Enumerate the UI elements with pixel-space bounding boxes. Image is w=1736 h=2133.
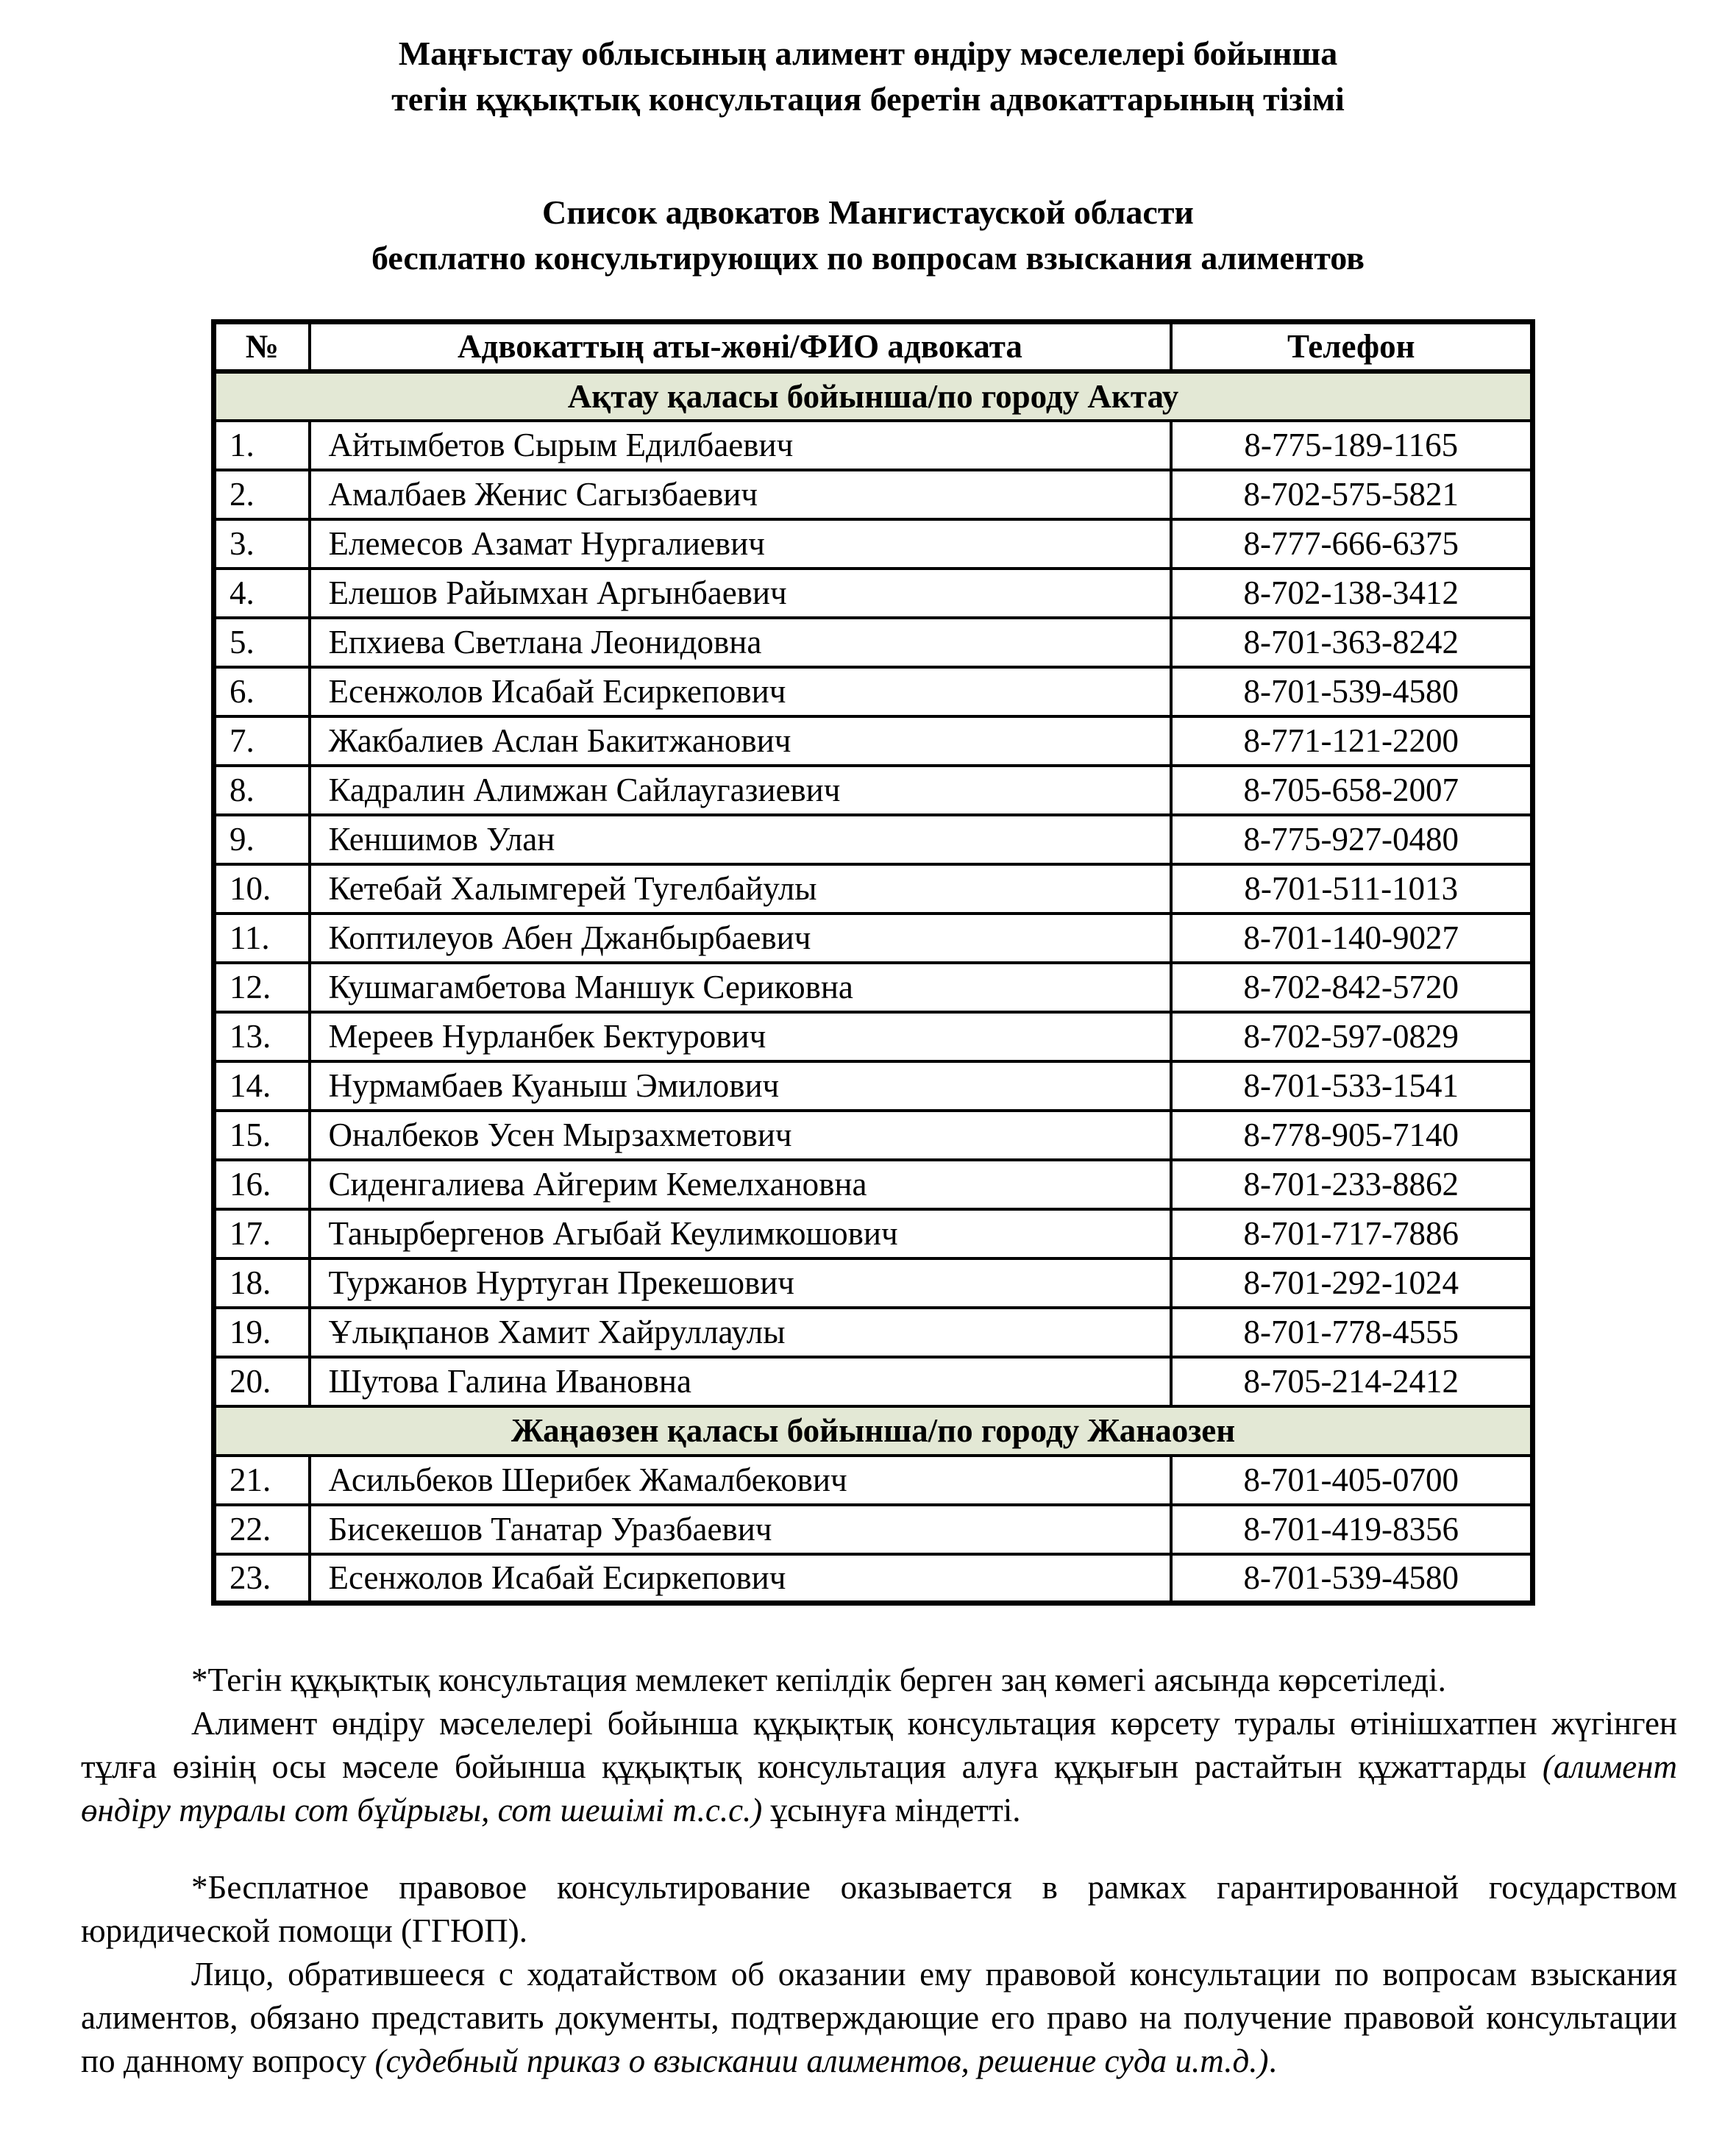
- lawyer-name: Жакбалиев Аслан Бакитжанович: [310, 716, 1171, 766]
- lawyer-row: [214, 470, 1533, 519]
- lawyer-row: [214, 1505, 1533, 1554]
- lawyer-row: [214, 864, 1533, 914]
- lawyer-phone: 8-701-292-1024: [1171, 1258, 1533, 1308]
- lawyer-phone: 8-701-717-7886: [1171, 1209, 1533, 1258]
- lawyer-row: [214, 1456, 1533, 1505]
- lawyer-phone: 8-775-189-1165: [1171, 421, 1533, 470]
- lawyer-name: Есенжолов Исабай Есиркепович: [310, 667, 1171, 716]
- lawyer-row: [214, 716, 1533, 766]
- lawyer-name: Есенжолов Исабай Есиркепович: [310, 1554, 1171, 1603]
- title-kazakh-line2: тегін құқықтық консультация беретін адвокаттарының тізімі: [391, 80, 1345, 118]
- lawyer-row: [214, 1209, 1533, 1258]
- row-number: 17.: [214, 1209, 310, 1258]
- lawyer-name: Кушмагамбетова Маншук Сериковна: [310, 963, 1171, 1012]
- row-number: 14.: [214, 1061, 310, 1111]
- lawyer-name: Туржанов Нуртуган Прекешович: [310, 1258, 1171, 1308]
- row-number: 23.: [214, 1554, 310, 1603]
- lawyer-name: Епхиева Светлана Леонидовна: [310, 618, 1171, 667]
- row-number: 6.: [214, 667, 310, 716]
- lawyer-row: [214, 766, 1533, 815]
- row-number: 10.: [214, 864, 310, 914]
- footnote-kazakh-p2-text: Алимент өндіру мәселелері бойынша құқықтық консультация көрсету туралы өтінішхатпен жүгінген тұлға өзінің осы мәселе бойынша құқықтық консультация алуға құқығын растайтын құжаттарды: [81, 1705, 1677, 1785]
- lawyer-name: Асильбеков Шерибек Жамалбекович: [310, 1456, 1171, 1505]
- lawyer-phone: 8-701-363-8242: [1171, 618, 1533, 667]
- column-header-phone: Телефон: [1171, 322, 1533, 371]
- lawyer-phone: 8-705-658-2007: [1171, 766, 1533, 815]
- lawyer-phone: 8-777-666-6375: [1171, 519, 1533, 569]
- lawyer-phone: 8-701-405-0700: [1171, 1456, 1533, 1505]
- footnote-kazakh-p2: [81, 1702, 1677, 1832]
- lawyer-row: [214, 519, 1533, 569]
- row-number: 9.: [214, 815, 310, 864]
- lawyer-phone: 8-702-575-5821: [1171, 470, 1533, 519]
- row-number: 1.: [214, 421, 310, 470]
- lawyer-row: [214, 914, 1533, 963]
- footnote-kazakh-p1: *Тегін құқықтық консультация мемлекет кепілдік берген заң көмегі аясында көрсетіледі.: [191, 1662, 1446, 1698]
- lawyers-table-body: [214, 371, 1533, 1603]
- lawyer-name: Кеншимов Улан: [310, 815, 1171, 864]
- section-row: [214, 371, 1533, 421]
- lawyer-row: [214, 1554, 1533, 1603]
- footnote-russian-p2-text: Лицо, обратившееся с ходатайством об оказании ему правовой консультации по вопросам взыскания алиментов, обязано представить документы, подтверждающие его право на получение правовой консультации по данному вопросу: [81, 1956, 1677, 2079]
- lawyer-name: Коптилеуов Абен Джанбырбаевич: [310, 914, 1171, 963]
- lawyer-row: [214, 1012, 1533, 1061]
- lawyer-row: [214, 569, 1533, 618]
- lawyer-row: [214, 1258, 1533, 1308]
- lawyer-phone: 8-701-539-4580: [1171, 1554, 1533, 1603]
- row-number: 3.: [214, 519, 310, 569]
- lawyer-name: Мереев Нурланбек Бектурович: [310, 1012, 1171, 1061]
- row-number: 7.: [214, 716, 310, 766]
- lawyer-phone: 8-705-214-2412: [1171, 1357, 1533, 1406]
- lawyer-row: [214, 815, 1533, 864]
- section-row: [214, 1406, 1533, 1456]
- title-russian: [0, 190, 1736, 281]
- lawyer-row: [214, 1160, 1533, 1209]
- lawyer-phone: 8-702-597-0829: [1171, 1012, 1533, 1061]
- lawyer-name: Бисекешов Танатар Уразбаевич: [310, 1505, 1171, 1554]
- table-header: [214, 322, 1533, 371]
- lawyer-row: [214, 1308, 1533, 1357]
- table-header-row: [214, 322, 1533, 371]
- row-number: 12.: [214, 963, 310, 1012]
- row-number: 20.: [214, 1357, 310, 1406]
- lawyer-name: Сиденгалиева Айгерим Кемелхановна: [310, 1160, 1171, 1209]
- title-kazakh-line1: Маңғыстау облысының алимент өндіру мәселелері бойынша: [398, 35, 1338, 72]
- row-number: 11.: [214, 914, 310, 963]
- lawyer-row: [214, 1061, 1533, 1111]
- row-number: 13.: [214, 1012, 310, 1061]
- row-number: 16.: [214, 1160, 310, 1209]
- lawyer-phone: 8-701-539-4580: [1171, 667, 1533, 716]
- lawyer-phone: 8-701-533-1541: [1171, 1061, 1533, 1111]
- row-number: 8.: [214, 766, 310, 815]
- lawyer-row: [214, 667, 1533, 716]
- row-number: 2.: [214, 470, 310, 519]
- footnote-kazakh-p2-after: ұсынуға міндетті.: [762, 1792, 1021, 1828]
- section-title: Жаңаөзен қаласы бойынша/по городу Жанаозен: [214, 1406, 1533, 1456]
- row-number: 19.: [214, 1308, 310, 1357]
- column-header-number: №: [214, 322, 310, 371]
- title-russian-line2: бесплатно консультирующих по вопросам взыскания алиментов: [371, 239, 1365, 277]
- lawyer-name: Кетебай Халымгерей Тугелбайулы: [310, 864, 1171, 914]
- lawyer-phone: 8-701-419-8356: [1171, 1505, 1533, 1554]
- lawyer-name: Айтымбетов Сырым Едилбаевич: [310, 421, 1171, 470]
- footnote-russian-p2: [81, 1953, 1677, 2083]
- lawyer-phone: 8-771-121-2200: [1171, 716, 1533, 766]
- lawyer-phone: 8-701-233-8862: [1171, 1160, 1533, 1209]
- lawyer-row: [214, 1111, 1533, 1160]
- lawyer-phone: 8-701-140-9027: [1171, 914, 1533, 963]
- column-header-name: Адвокаттың аты-жөні/ФИО адвоката: [310, 322, 1171, 371]
- row-number: 5.: [214, 618, 310, 667]
- lawyers-table: [211, 319, 1535, 1606]
- row-number: 15.: [214, 1111, 310, 1160]
- lawyer-name: Танырбергенов Агыбай Кеулимкошович: [310, 1209, 1171, 1258]
- lawyer-row: [214, 963, 1533, 1012]
- footnote-kazakh-p2-italic: (алимент өндіру туралы сот бұйрығы, сот шешімі т.с.с.): [81, 1748, 1677, 1828]
- lawyer-name: Оналбеков Усен Мырзахметович: [310, 1111, 1171, 1160]
- lawyer-name: Елешов Райымхан Аргынбаевич: [310, 569, 1171, 618]
- lawyer-name: Ұлықпанов Хамит Хайруллаулы: [310, 1308, 1171, 1357]
- lawyer-row: [214, 1357, 1533, 1406]
- lawyer-name: Шутова Галина Ивановна: [310, 1357, 1171, 1406]
- lawyer-row: [214, 421, 1533, 470]
- lawyer-phone: 8-701-778-4555: [1171, 1308, 1533, 1357]
- lawyer-phone: 8-775-927-0480: [1171, 815, 1533, 864]
- row-number: 22.: [214, 1505, 310, 1554]
- footnote-russian: [81, 1866, 1677, 2083]
- footnote-russian-p2-after: .: [1268, 2043, 1277, 2079]
- lawyer-name: Кадралин Алимжан Сайлаугазиевич: [310, 766, 1171, 815]
- row-number: 18.: [214, 1258, 310, 1308]
- lawyer-name: Нурмамбаев Куаныш Эмилович: [310, 1061, 1171, 1111]
- footnote-kazakh: [81, 1659, 1677, 1832]
- footnote-russian-p1: *Бесплатное правовое консультирование оказывается в рамках гарантированной государством юридической помощи (ГГЮП).: [81, 1869, 1677, 1949]
- title-russian-line1: Список адвокатов Мангистауской области: [542, 193, 1194, 231]
- lawyer-name: Амалбаев Женис Сагызбаевич: [310, 470, 1171, 519]
- lawyer-phone: 8-701-511-1013: [1171, 864, 1533, 914]
- lawyer-name: Елемесов Азамат Нургалиевич: [310, 519, 1171, 569]
- row-number: 4.: [214, 569, 310, 618]
- footnotes: [81, 1659, 1677, 2083]
- lawyer-phone: 8-778-905-7140: [1171, 1111, 1533, 1160]
- row-number: 21.: [214, 1456, 310, 1505]
- lawyer-phone: 8-702-842-5720: [1171, 963, 1533, 1012]
- footnote-russian-p2-italic: (судебный приказ о взыскании алиментов, решение суда и.т.д.): [374, 2043, 1269, 2079]
- lawyer-phone: 8-702-138-3412: [1171, 569, 1533, 618]
- section-title: Ақтау қаласы бойынша/по городу Актау: [214, 371, 1533, 421]
- lawyer-row: [214, 618, 1533, 667]
- title-kazakh: [0, 31, 1736, 122]
